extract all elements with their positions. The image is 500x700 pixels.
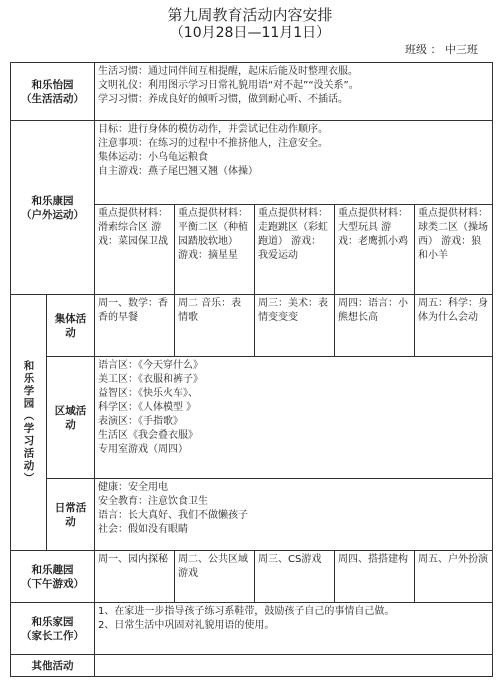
family-content bbox=[95, 603, 493, 655]
life-content bbox=[95, 63, 493, 121]
outdoor-content bbox=[95, 121, 493, 205]
area-content bbox=[95, 357, 493, 479]
other-section-label: 其他活动 bbox=[11, 655, 95, 677]
area-line: 生活区《我会叠衣服》 bbox=[98, 430, 198, 441]
outdoor-zone: 重点提供材料：大型玩具 游戏：老鹰抓小鸡 bbox=[335, 205, 415, 295]
group-day: 周三：美术：表情变变变 bbox=[255, 295, 335, 357]
daily-line: 语言：长大真好、我们不做懒孩子 bbox=[98, 510, 248, 521]
daily-line: 社会：假如没有眼睛 bbox=[98, 524, 188, 535]
area-line: 专用室游戏（周四） bbox=[98, 444, 188, 455]
group-day: 周五：科学：身体为什么会动 bbox=[415, 295, 493, 357]
group-day: 周四：语言：小熊想长高 bbox=[335, 295, 415, 357]
afternoon-day: 周一、园内探秘 bbox=[95, 551, 175, 603]
outdoor-zone: 重点提供材料：平衡二区（种植园踏胶软地） 游戏：摘星星 bbox=[175, 205, 255, 295]
outdoor-zone: 重点提供材料：球类二区（操场西） 游戏：狼和小羊 bbox=[415, 205, 493, 295]
life-row bbox=[11, 63, 493, 121]
afternoon-section-label: 和乐趣园 （下午游戏） bbox=[11, 551, 95, 603]
outdoor-row bbox=[11, 121, 493, 205]
class-label: 班级 ： 中三班 bbox=[405, 43, 478, 56]
family-row bbox=[11, 603, 493, 655]
daily-activity-label: 日常活动 bbox=[47, 479, 95, 551]
life-line: 文明礼仪：利用图示学习日常礼貌用语“对不起”“没关系”。 bbox=[98, 80, 359, 91]
life-line: 生活习惯：通过同伴间互相提醒，起床后能及时整理衣服。 bbox=[98, 66, 358, 77]
afternoon-day: 周四、搭搭建构 bbox=[335, 551, 415, 603]
daily-line: 健康：安全用电 bbox=[98, 482, 168, 493]
other-content bbox=[95, 655, 493, 677]
outdoor-line: 目标：进行身体的模仿动作，并尝试记住动作顺序。 bbox=[98, 124, 328, 135]
outdoor-zone: 重点提供材料：走跑跳区（彩虹跑道） 游戏：我爱运动 bbox=[255, 205, 335, 295]
area-line: 表演区：《手指歌》 bbox=[98, 416, 183, 427]
afternoon-day: 周二、公共区域游戏 bbox=[175, 551, 255, 603]
group-day: 周二 音乐：表情歌 bbox=[175, 295, 255, 357]
outdoor-line: 注意事项：在练习的过程中不推挤他人，注意安全。 bbox=[98, 138, 328, 149]
outdoor-section-label: 和乐康园 （户外运动） bbox=[11, 121, 95, 295]
area-line: 美工区：《衣服和裤子》 bbox=[98, 374, 203, 385]
family-line: 2、日常生活中巩固对礼貌用语的使用。 bbox=[98, 620, 275, 631]
daily-content bbox=[95, 479, 493, 551]
study-section-label: 和乐学园（学习活动） bbox=[11, 295, 47, 551]
outdoor-zone: 重点提供材料：滑索综合区 游戏：菜园保卫战 bbox=[95, 205, 175, 295]
group-activity-label: 集体活动 bbox=[47, 295, 95, 357]
study-area-row bbox=[11, 357, 493, 479]
family-line: 1、在家进一步指导孩子练习系鞋带，鼓励孩子自己的事情自己做。 bbox=[98, 606, 395, 617]
study-group-row bbox=[11, 295, 493, 357]
area-activity-label: 区域活动 bbox=[47, 357, 95, 479]
outdoor-line: 自主游戏：燕子尾巴翘又翘（体操） bbox=[98, 166, 258, 177]
afternoon-day: 周三、CS游戏 bbox=[255, 551, 335, 603]
life-line: 学习习惯：养成良好的倾听习惯，做到耐心听、不插话。 bbox=[98, 94, 348, 105]
study-daily-row bbox=[11, 479, 493, 551]
outdoor-line: 集体运动：小乌龟运粮食 bbox=[98, 152, 208, 163]
family-section-label: 和乐家园 （家长工作） bbox=[11, 603, 95, 655]
page-title: 第九周教育活动内容安排 bbox=[167, 6, 333, 24]
activity-table bbox=[10, 62, 493, 677]
afternoon-row bbox=[11, 551, 493, 603]
area-line: 科学区：《人体模型 》 bbox=[98, 402, 197, 413]
other-row bbox=[11, 655, 493, 677]
daily-line: 安全教育：注意饮食卫生 bbox=[98, 496, 208, 507]
date-range: （10月28日—11月1日） bbox=[169, 25, 331, 41]
afternoon-day: 周五、户外扮演 bbox=[415, 551, 493, 603]
area-line: 益智区：《快乐火车》、 bbox=[98, 388, 198, 399]
group-day: 周一、数学：香香的早餐 bbox=[95, 295, 175, 357]
life-section-label: 和乐怡园 （生活活动） bbox=[11, 63, 95, 121]
area-line: 语言区：《今天穿什么》 bbox=[98, 360, 203, 371]
